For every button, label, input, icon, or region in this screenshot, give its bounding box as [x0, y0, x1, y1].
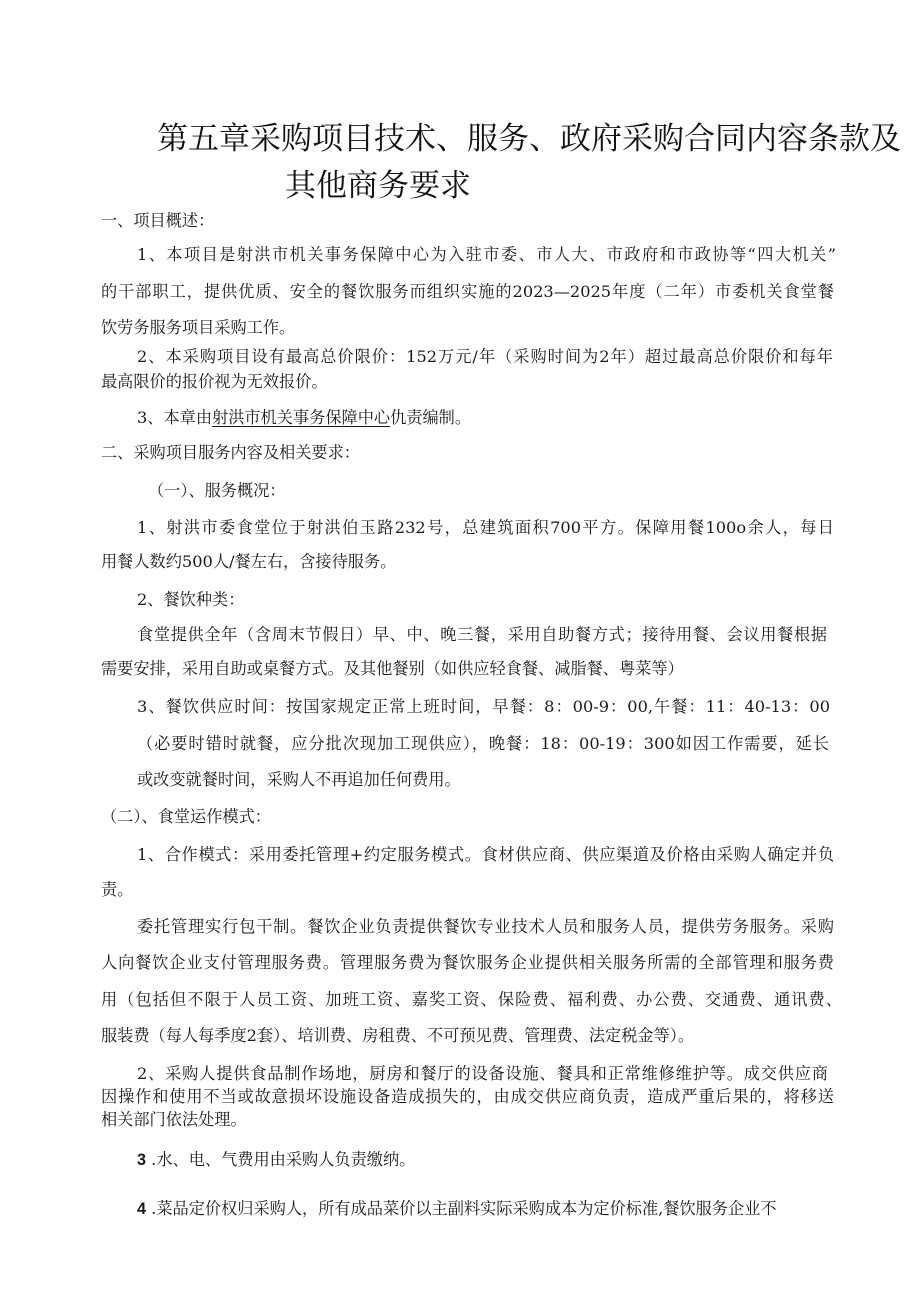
- mode-item-1-line-2: 责。: [101, 880, 134, 899]
- overview-p3-prefix: 3、本章由: [137, 408, 213, 427]
- mode-item-1b-line-3: 用（包括但不限于人员工资、加班工资、嘉奖工资、保险费、福利费、办公费、交通费、通讯费、: [101, 990, 842, 1009]
- mode-item-1-line-1: 1、合作模式：采用委托管理+约定服务模式。食材供应商、供应渠道及价格由采购人确定并负: [137, 845, 834, 864]
- overview-p1-line-1: 1、本项目是射洪市机关事务保障中心为入驻市委、市人大、市政府和市政协等“四大机关”: [137, 245, 836, 264]
- mode-item-1b-line-1: 委托管理实行包干制。餐饮企业负责提供餐饮专业技术人员和服务人员，提供劳务服务。采购: [137, 917, 834, 936]
- mode-item-3-number: 3: [137, 1151, 147, 1169]
- mode-item-1b-line-4: 服装费（每人每季度2套）、培训费、房租费、不可预见费、管理费、法定税金等）。: [101, 1026, 695, 1045]
- overview-p3-editor: 射洪市机关事务保障中心: [212, 408, 391, 427]
- service-item-1-line-2: 用餐人数约500人/餐左右，含接待服务。: [101, 552, 397, 571]
- mode-item-4: [137, 1199, 777, 1219]
- service-item-3-line-3: 或改变就餐时间，采购人不再追加任何费用。: [137, 770, 461, 789]
- mode-item-3: [137, 1150, 415, 1170]
- overview-p2-line-2: 最高限价的报价视为无效报价。: [101, 372, 328, 391]
- service-item-2-line-2: 需要安排，采用自助或桌餐方式。及其他餐别（如供应轻食餐、减脂餐、粤菜等）: [101, 659, 684, 678]
- service-item-3-line-2: （必要时错时就餐，应分批次现加工现供应），晚餐：18：00-19：300如因工作需要，延长: [137, 734, 829, 753]
- overview-p3-suffix: 仇责编制。: [390, 408, 472, 427]
- service-item-2-line-1: 食堂提供全年（含周末节假日）早、中、晚三餐，采用自助餐方式；接待用餐、会议用餐根据: [137, 625, 827, 644]
- mode-item-3-text: .水、电、气费用由采购人负责缴纳。: [151, 1150, 416, 1169]
- chapter-title-line-1: 第五章采购项目技术、服务、政府采购合同内容条款及: [157, 121, 901, 157]
- service-item-2-heading: 2、餐饮种类：: [137, 590, 245, 609]
- section-heading-requirements: 二、采购项目服务内容及相关要求：: [101, 443, 360, 462]
- mode-item-2-line-2: 因操作和使用不当或故意损坏设施设备造成损失的，由成交供应商负责，造成严重后果的，将移送: [101, 1087, 834, 1106]
- mode-item-2-line-1: 2、采购人提供食品制作场地，厨房和餐厅的设备设施、餐具和正常维修维护等。成交供应商: [137, 1064, 828, 1083]
- section-heading-overview: 一、项目概述：: [101, 211, 215, 230]
- mode-item-1b-line-2: 人向餐饮企业支付管理服务费。管理服务费为餐饮服务企业提供相关服务所需的全部管理和服务费: [101, 953, 834, 972]
- overview-p1-line-3: 饮劳务服务项目采购工作。: [101, 318, 296, 337]
- overview-p1-line-2: 的干部职工，提供优质、安全的餐饮服务而组织实施的2023—2025年度（二年）市委机关食堂餐: [101, 282, 834, 301]
- mode-item-4-number: 4: [137, 1200, 147, 1218]
- overview-p3: [137, 408, 471, 428]
- mode-item-4-text: .菜品定价权归采购人，所有成品菜价以主副料实际采购成本为定价标准,餐饮服务企业不: [151, 1199, 777, 1218]
- chapter-title-line-2: 其他商务要求: [285, 168, 471, 204]
- overview-p2-line-1: 2、本采购项目设有最高总价限价：152万元/年（采购时间为2年）超过最高总价限价和每年: [137, 347, 833, 366]
- service-item-3-line-1: 3、餐饮供应时间：按国家规定正常上班时间，早餐：8：00-9：00,午餐：11：40-13：00: [137, 697, 830, 716]
- service-item-1-line-1: 1、射洪市委食堂位于射洪伯玉路232号，总建筑面积700平方。保障用餐100o余人，每日: [137, 518, 834, 537]
- subsection-heading-operation: （二）、食堂运作模式：: [101, 807, 271, 826]
- mode-item-2-line-3: 相关部门依法处理。: [101, 1110, 247, 1129]
- subsection-heading-overview: （一）、服务概况：: [148, 481, 286, 500]
